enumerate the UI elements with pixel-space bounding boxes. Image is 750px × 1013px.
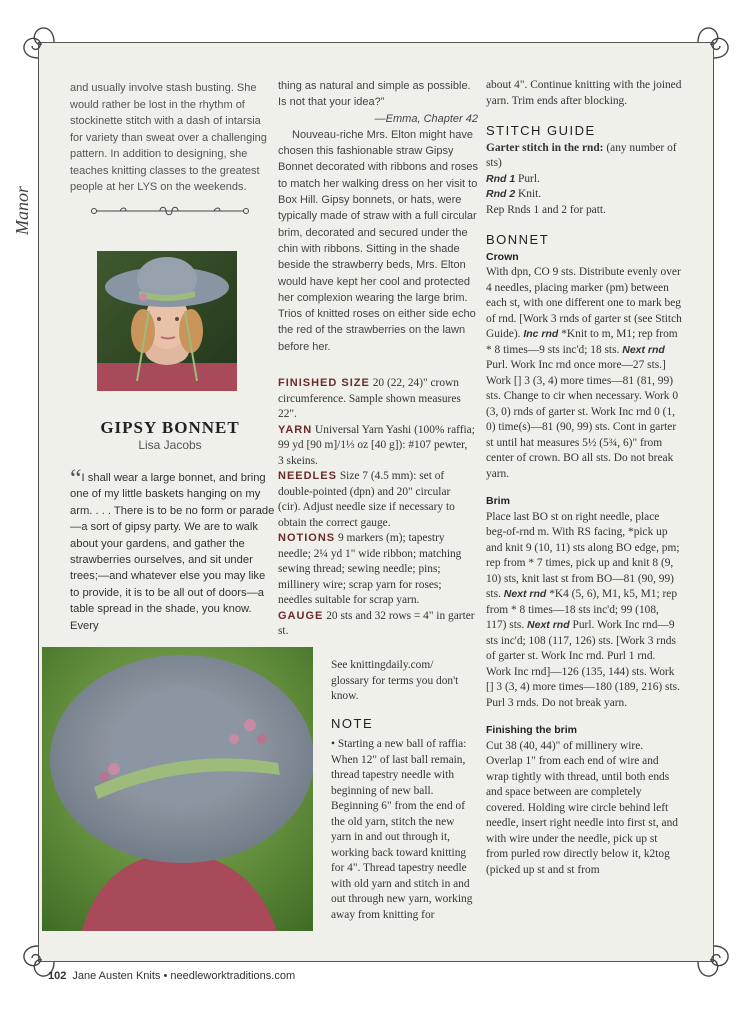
brim-heading: Brim xyxy=(486,495,510,507)
note-heading: NOTE xyxy=(331,716,374,731)
spec-text: 20 sts and 32 rows = 4" in garter st. xyxy=(278,609,475,637)
pattern-specs xyxy=(278,376,475,640)
page-footer xyxy=(48,970,295,982)
ornamental-divider xyxy=(90,204,250,218)
crown-text-c: Purl. Work Inc rnd once more—27 sts.] Work [] 3 (3, 4) more times—81 (81, 99) sts. Change to cir when necessary. Work 0 (3, 0) rnds of garter st. Work Inc rnd 0 (1, 0) time(s)—81 (90, 99) sts. Cont in garter st until hat measures 5½ (5¾, 6)" from center of crown. BO all sts. Do not break yarn. xyxy=(486,359,679,480)
right-column xyxy=(486,78,682,878)
next-rnd-label: Next rnd xyxy=(503,588,547,600)
spec-label: YARN xyxy=(278,423,313,436)
corner-ornament-top-left xyxy=(14,18,62,66)
spec-yarn xyxy=(278,423,475,470)
note-end: about 4". Continue knitting with the joined yarn. Trim ends after blocking. xyxy=(486,79,682,107)
bonnet-heading: BONNET xyxy=(486,232,550,247)
rnd-1 xyxy=(486,172,682,188)
brim-text-a: Place last BO st on right needle, place beg-of-rnd m. With RS facing, *pick up and knit 9 (10, 11) sts along BO edge, pm; rep from * 7 times, pick up and knit 8 (9, 10) sts, knit last st from BO—81 (90, 99) sts. xyxy=(486,510,680,600)
garter-label: Garter stitch in the rnd: xyxy=(486,141,604,154)
side-label-text: Manor xyxy=(12,186,32,235)
spec-label: FINISHED SIZE xyxy=(278,377,370,389)
spec-label: NOTIONS xyxy=(278,532,336,544)
pattern-description: Nouveau-riche Mrs. Elton might have chosen this fashionable straw Gipsy Bonnet decorated with ribbons and roses to match her walking dress on her visit to Box Hill. Gipsy bonnets, or hats, were typically made of straw with a full circular brim, decorated and secured under the chin with ribbons. Sitting in the shade beside the strawberry beds, Mrs. Elton would have kept her cool and protected her complexion wearing the large brim. Trios of knitted roses on either side echo the red of the strawberries on the lawn before her. xyxy=(278,128,478,353)
quote-text: I shall wear a large bonnet, and bring one of my little baskets hanging on my arm. . . . There is to be no form or parade—a sort of gipsy party. We are to walk about your gardens, and gather the strawberries ourselves, and sit under trees;—and whatever else you may like to provide, it is to be all out of doors—a table spread in the shade, you know. Every xyxy=(70,472,275,632)
spec-text: Size 7 (4.5 mm): set of double-pointed (dpn) and 20" circular (cir). Adjust needle size if necessary to obtain the correct gauge. xyxy=(278,470,455,529)
finishing-instructions: Cut 38 (40, 44)" of millinery wire. Overlap 1" from each end of wire and wrap tightly with thread, until both ends and space between are completely covered. Holding wire circle behind left needle, insert right needle into first st, and with wire under the needle, pick up st from purled row directly below it, k2tog (picked up st and st from xyxy=(486,739,679,876)
note-text: • Starting a new ball of raffia: When 12" of last ball remain, thread tapestry needle with beginning of new ball. Beginning 6" from the end of the old yarn, stitch the new yarn in and out through it, working back toward knitting for 4". Thread tapestry needle with old yarn and stitch in and out through new yarn, working away from knitting for xyxy=(331,738,473,921)
quote-mark: “ xyxy=(70,464,82,493)
spec-text: 9 markers (m); tapestry needle; 2¼ yd 1" wide ribbon; matching sewing thread; sewing needle; pins; millinery wire; scrap yarn for roses; needles suitable for scrap yarn. xyxy=(278,532,462,606)
emma-quote xyxy=(70,464,276,634)
garter-text: (any number of sts) xyxy=(486,141,677,169)
corner-ornament-bottom-right xyxy=(690,938,738,986)
next-rnd-label: Next rnd xyxy=(527,619,570,631)
spec-text: 20 (22, 24)" crown circumference. Sample shown measures 22". xyxy=(278,377,461,420)
crown-text-a: With dpn, CO 9 sts. Distribute evenly over 4 needles, placing marker (pm) between each st, with one different one to mark beg of rnd. [Work 3 rnds of garter st (see Stitch Guide). xyxy=(486,266,682,340)
crown-text-b: *Knit to m, M1; rep from * 8 times—9 sts inc'd; 18 sts. xyxy=(486,328,678,356)
brim-text-c: Purl. Work Inc rnd—9 sts inc'd; 108 (117, 126) sts. [Work 3 rnds of garter st. Work Inc rnd. Purl 1 rnd. Work Inc rnd]—126 (135, 144) sts. Work [] 3 (3, 4) more times—180 (189, 216) sts. Purl 3 rnds. Do not break yarn. xyxy=(486,619,680,709)
rnd-2-label: Rnd 2 xyxy=(486,188,516,200)
quote-end: thing as natural and simple as possible. Is not that your idea?” xyxy=(278,80,471,109)
designer-bio: and usually involve stash busting. She would rather be lost in the rhythm of stockinette stitch with a dash of intarsia for variety than sweat over a challenging pattern. In addition to designing, she teaches knitting classes to the greatest people at her LYS on the weekends. xyxy=(70,82,267,193)
repeat-instruction: Rep Rnds 1 and 2 for patt. xyxy=(486,203,606,216)
hat-back-photo xyxy=(42,647,313,931)
brim-text-b: *K4 (5, 6), M1, k5, M1; rep from * 8 times—18 sts inc'd; 99 (108, 117) sts. xyxy=(486,588,678,631)
spec-needles xyxy=(278,469,475,531)
rnd-1-text: Purl. xyxy=(518,172,540,185)
crown-instructions xyxy=(486,265,682,482)
pattern-title: GIPSY BONNET xyxy=(100,418,240,437)
inc-rnd-label: Inc rnd xyxy=(523,328,559,340)
garter-stitch xyxy=(486,141,682,172)
publication-credit: Jane Austen Knits • needleworktraditions.com xyxy=(72,970,296,982)
crown-heading: Crown xyxy=(486,250,519,263)
next-rnd-label: Next rnd xyxy=(622,343,665,356)
quote-attribution: —Emma, Chapter 42 xyxy=(374,112,478,125)
spec-text: Universal Yarn Yashi (100% raffia; 99 yd [90 m]/1⅓ oz [40 g]): #107 pewter, 3 skeins. xyxy=(278,423,475,467)
spec-notions xyxy=(278,531,475,609)
finishing-heading: Finishing the brim xyxy=(486,724,577,736)
middle-column xyxy=(278,78,478,355)
corner-ornament-top-right xyxy=(690,18,738,66)
spec-label: GAUGE xyxy=(278,609,324,622)
rnd-2 xyxy=(486,187,682,203)
glossary-reference: See knittingdaily.com/ glossary for terms you don't know. xyxy=(331,659,459,702)
page-number: 102 xyxy=(48,970,67,982)
side-label xyxy=(10,182,38,242)
pattern-author: Lisa Jacobs xyxy=(138,438,202,452)
rnd-2-text: Knit. xyxy=(518,188,542,200)
portrait-photo xyxy=(97,251,237,391)
rnd-1-label: Rnd 1 xyxy=(486,172,516,185)
spec-finished-size xyxy=(278,376,475,423)
spec-gauge xyxy=(278,609,475,640)
spec-label: NEEDLES xyxy=(278,470,337,482)
stitch-guide-heading: STITCH GUIDE xyxy=(486,123,596,138)
brim-instructions xyxy=(486,510,682,712)
